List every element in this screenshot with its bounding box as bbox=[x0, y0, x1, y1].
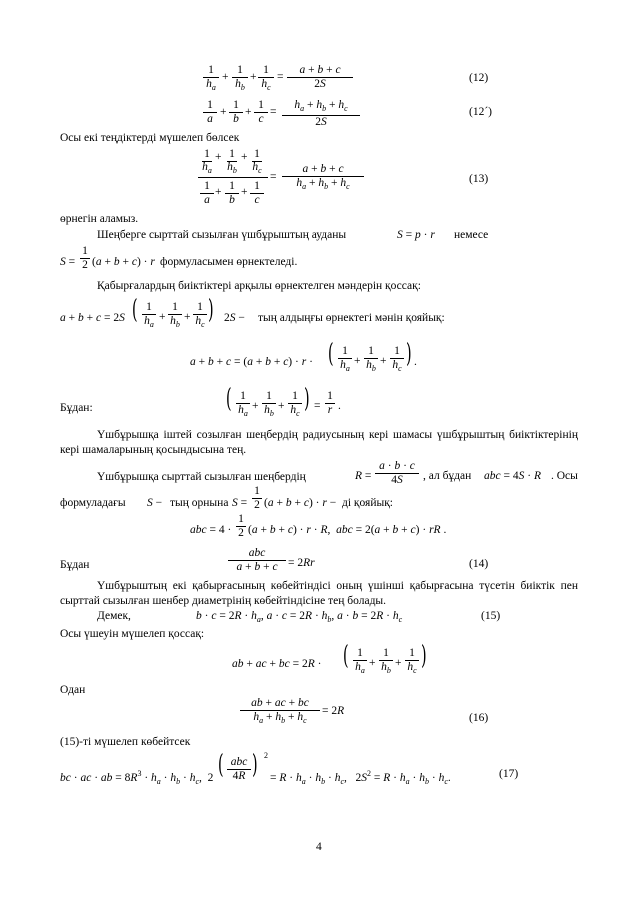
paragraph-text: Үшбұрыштың екі қабырғасының көбейтіндісі оның үшінші қабырғасына түсетін биіктік пен сырттай сызылған шенбер диаметрінің көбейтіндісіне тең болады. bbox=[60, 580, 578, 607]
paragraph-text: Шеңберге сырттай сызылған үшбұрыштың ауданы bbox=[97, 229, 347, 241]
paragraph-text: Одан bbox=[60, 684, 86, 696]
formula: bc · ac · ab = $8R^3 \cdot h_a \cdot h_b \cdot h_c$, 2 bbox=[60, 769, 214, 786]
paragraph-text: тың орнына bbox=[170, 497, 229, 509]
equation-number: (13) bbox=[469, 173, 489, 185]
paragraph-text: (15)-ті мүшелеп көбейтсек bbox=[60, 736, 191, 748]
formula: S = p · r bbox=[397, 229, 435, 241]
fraction: $\frac{a + b + c}{2S}$ bbox=[287, 64, 353, 91]
paragraph-text: Осы үшеуін мүшелеп қоссақ: bbox=[60, 628, 205, 640]
equation-number: (15) bbox=[481, 610, 501, 622]
paragraph-text: формуладағы bbox=[60, 497, 126, 509]
paragraph-text: Үшбұрышқа сырттай сызылған шеңбердің bbox=[97, 471, 306, 483]
paragraph-text: Бұдан: bbox=[60, 402, 93, 414]
fraction: $\frac{1}{h_b}$ bbox=[232, 64, 248, 94]
formula: ab + ac + bc = 2R · bbox=[232, 658, 322, 670]
formula: a + b + c = 2S bbox=[60, 312, 125, 324]
formula: S = bbox=[60, 256, 76, 268]
paragraph-text: . Осы bbox=[551, 470, 578, 482]
paragraph-text: Қабырғалардың биіктіктері арқылы өрнектелген мәндерін қоссақ: bbox=[97, 280, 421, 292]
fraction: $\frac{1}{h_c}$ bbox=[258, 64, 274, 94]
equation-number: (16) bbox=[469, 712, 489, 724]
formula: abc = 4 · bbox=[190, 524, 232, 536]
equation-number: (12´) bbox=[469, 106, 492, 118]
paragraph-text: Үшбұрышқа іштей созылған шеңбердің радиусының кері шамасы үшбұрыштың биіктіктерінің кері шамаларының қосындысына тең. bbox=[60, 429, 578, 456]
paragraph-text: Осы екі теңдіктерді мүшелеп бөлсек bbox=[60, 132, 240, 144]
formula: $b \cdot c = 2R \cdot h_a$, $a \cdot c = 2R \cdot h_b$, $a \cdot b = 2R \cdot h_c$ bbox=[196, 610, 403, 624]
paragraph-text: ді қояйық: bbox=[342, 497, 393, 509]
equation-number: (12) bbox=[469, 72, 489, 84]
paragraph-text: , ал бұдан bbox=[423, 470, 472, 482]
fraction: $\frac{1}{h_a}$ bbox=[203, 64, 219, 94]
paragraph-text: Бұдан bbox=[60, 559, 90, 571]
paragraph-text: формуласымен өрнектеледі. bbox=[160, 256, 298, 268]
paragraph-text: өрнегін аламыз. bbox=[60, 213, 139, 225]
equation-number: (14) bbox=[469, 558, 489, 570]
equation-number: (17) bbox=[499, 768, 519, 780]
formula: a + b + c = (a + b + c) · r · bbox=[190, 356, 313, 368]
paragraph-text: Демек, bbox=[97, 610, 131, 622]
paragraph-text: немесе bbox=[454, 229, 489, 241]
paragraph-text: тың алдыңғы өрнектегі мәнін қояйық: bbox=[258, 312, 445, 324]
page-number: 4 bbox=[316, 841, 322, 853]
